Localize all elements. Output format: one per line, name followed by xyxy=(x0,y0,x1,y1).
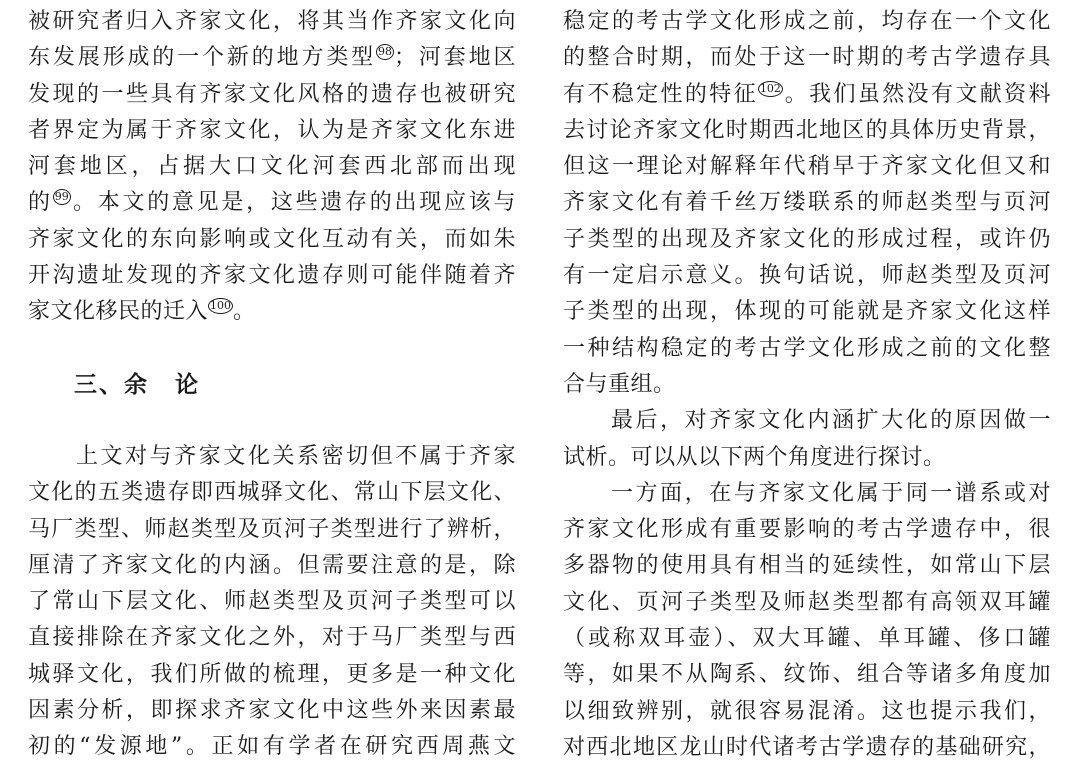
text-line: 直接排除在齐家文化之外，对于马厂类型与西 xyxy=(28,625,516,651)
paragraph xyxy=(563,476,1051,766)
paragraph xyxy=(563,403,1051,476)
spacer xyxy=(28,331,516,367)
footnote-marker[interactable]: 98 xyxy=(378,45,393,59)
text-line: 的整合时期，而处于这一时期的考古学遗存具 xyxy=(563,45,1051,71)
text-line: 一种结构稳定的考古学文化形成之前的文化整 xyxy=(563,335,1051,361)
text-line: 去讨论齐家文化时期西北地区的具体历史背景， xyxy=(563,117,1051,143)
text-line: 试析。可以从以下两个角度进行探讨。 xyxy=(563,444,946,470)
footnote-marker[interactable]: 100 xyxy=(210,299,232,313)
text-line xyxy=(28,40,516,76)
text-span: 的 xyxy=(28,190,53,216)
text-line: 齐家文化有着千丝万缕联系的师赵类型与页河 xyxy=(563,190,1051,216)
footnote-marker[interactable]: 99 xyxy=(54,190,69,204)
text-line: 合与重组。 xyxy=(563,371,676,397)
text-line: 厘清了齐家文化的内涵。但需要注意的是，除 xyxy=(28,552,516,578)
text-line: 初的“发源地”。正如有学者在研究西周燕文 xyxy=(28,734,516,760)
left-column xyxy=(28,4,516,766)
text-span: 。我们虽然没有文献资料 xyxy=(782,81,1051,107)
text-line: 多器物的使用具有相当的延续性，如常山下层 xyxy=(563,553,1051,579)
text-line: 最后，对齐家文化内涵扩大化的原因做一 xyxy=(611,408,1051,434)
text-line: 因素分析，即探求齐家文化中这些外来因素最 xyxy=(28,698,516,724)
text-line: 马厂类型、师赵类型及页河子类型进行了辨析， xyxy=(28,516,516,542)
text-line: 开沟遗址发现的齐家文化遗存则可能伴随着齐 xyxy=(28,263,516,289)
text-line: 河套地区，占据大口文化河套西北部而出现 xyxy=(28,154,516,180)
text-line: 文化、页河子类型及师赵类型都有高领双耳罐 xyxy=(563,589,1051,615)
text-line: 发现的一些具有齐家文化风格的遗存也被研究 xyxy=(28,81,516,107)
text-line: 齐家文化形成有重要影响的考古学遗存中，很 xyxy=(563,517,1051,543)
text-line: 以细致辨别，就很容易混淆。这也提示我们， xyxy=(563,698,1051,724)
text-line: 稳定的考古学文化形成之前，均存在一个文化 xyxy=(563,9,1051,34)
text-line: 有一定启示意义。换句话说，师赵类型及页河 xyxy=(563,263,1051,289)
text-span: 有不稳定性的特征 xyxy=(563,81,758,107)
text-line: 上文对与齐家文化关系密切但不属于齐家 xyxy=(76,443,516,469)
paragraph xyxy=(563,4,1051,403)
text-line: 子类型的出现及齐家文化的形成过程，或许仍 xyxy=(563,226,1051,252)
text-line: 城驿文化，我们所做的梳理，更多是一种文化 xyxy=(28,661,516,687)
text-span: ；河套地区 xyxy=(394,45,516,71)
text-line: 了常山下层文化、师赵类型及页河子类型可以 xyxy=(28,589,516,615)
heading-text: 论 xyxy=(175,370,200,398)
text-line xyxy=(28,294,516,330)
text-line: 子类型的出现，体现的可能就是齐家文化这样 xyxy=(563,299,1051,325)
paragraph xyxy=(28,4,516,331)
text-line: 齐家文化的东向影响或文化互动有关，而如朱 xyxy=(28,226,516,252)
right-column xyxy=(563,4,1051,766)
text-line xyxy=(28,185,516,221)
heading-number: 三、余 xyxy=(74,370,149,398)
paragraph xyxy=(28,439,516,766)
section-heading xyxy=(28,367,516,403)
text-line: 一方面，在与齐家文化属于同一谱系或对 xyxy=(611,480,1051,506)
text-span: 家文化移民的迁入 xyxy=(28,299,209,325)
text-line: 对西北地区龙山时代诸考古学遗存的基础研究， xyxy=(563,734,1051,760)
text-span: 。 xyxy=(233,299,256,325)
text-span: 东发展形成的一个新的地方类型 xyxy=(28,45,377,71)
text-span: 。本文的意见是，这些遗存的出现应该与 xyxy=(70,190,516,216)
text-line: 文化的五类遗存即西城驿文化、常山下层文化、 xyxy=(28,480,516,506)
spacer xyxy=(28,403,516,439)
text-line: （或称双耳壶）、双大耳罐、单耳罐、侈口罐 xyxy=(563,626,1051,652)
footnote-marker[interactable]: 102 xyxy=(759,81,781,95)
text-line: 被研究者归入齐家文化，将其当作齐家文化向 xyxy=(28,9,516,34)
text-line: 但这一理论对解释年代稍早于齐家文化但又和 xyxy=(563,154,1051,180)
text-line xyxy=(563,77,1051,113)
text-line: 等，如果不从陶系、纹饰、组合等诸多角度加 xyxy=(563,662,1051,688)
text-line: 者界定为属于齐家文化，认为是齐家文化东进 xyxy=(28,117,516,143)
